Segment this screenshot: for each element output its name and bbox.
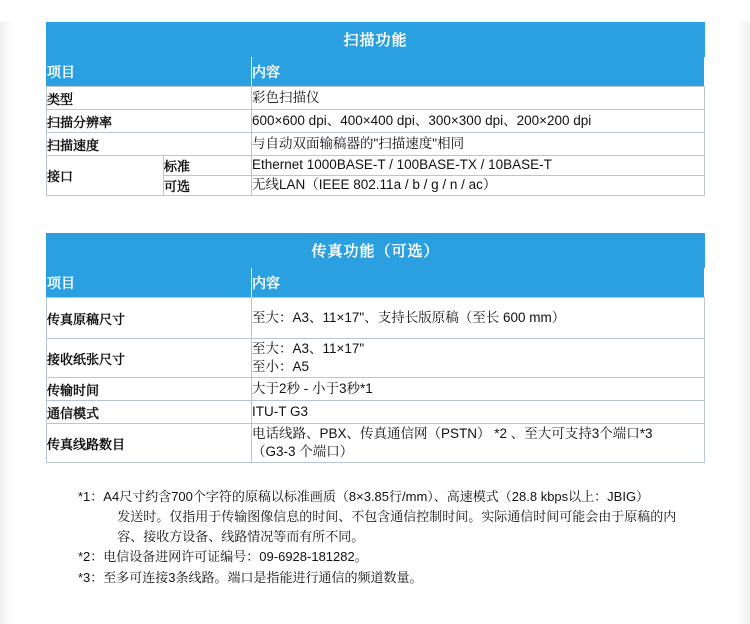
scan-function-table bbox=[46, 22, 705, 196]
scan-table-header-content: 内容 bbox=[252, 57, 705, 87]
fax-row-label-transmission-time: 传输时间 bbox=[47, 378, 252, 401]
scan-row-value-resolution: 600×600 dpi、400×400 dpi、300×300 dpi、200×200 dpi bbox=[252, 110, 705, 133]
fax-table-header-item: 项目 bbox=[47, 268, 252, 298]
fax-row-label-comm-mode: 通信模式 bbox=[47, 401, 252, 424]
footnote-1-line1: A4尺寸约含700个字符的原稿以标准画质（8×3.85行/mm）、高速模式（28.8 kbps以上：JBIG） bbox=[103, 489, 650, 504]
scan-row-label-speed: 扫描速度 bbox=[47, 133, 252, 156]
fax-paper-size-line1: 至大：A3、11×17" bbox=[252, 340, 365, 356]
fax-line-count-line2: （G3-3 个端口） bbox=[252, 444, 354, 459]
table-row bbox=[47, 268, 705, 298]
fax-table-header-content: 内容 bbox=[252, 268, 705, 298]
scan-table-header-item: 项目 bbox=[47, 57, 252, 87]
table-row bbox=[47, 156, 705, 176]
scan-table-title: 扫描功能 bbox=[47, 23, 705, 57]
footnote-1-line2: 发送时。仅指用于传输图像信息的时间、不包含通信控制时间。实际通信时间可能会由于原稿的内 bbox=[117, 509, 677, 525]
scan-interface-value-standard: Ethernet 1000BASE-T / 100BASE-TX / 10BASE-T bbox=[252, 156, 705, 176]
fax-row-value-comm-mode: ITU-T G3 bbox=[252, 401, 705, 424]
fax-row-label-line-count: 传真线路数目 bbox=[47, 424, 252, 463]
table-row bbox=[47, 378, 705, 401]
footnote-2-text: 电信设备进网许可证编号：09-6928-181282。 bbox=[103, 549, 368, 565]
fax-table-title: 传真功能（可选） bbox=[47, 234, 705, 268]
fax-function-table bbox=[46, 233, 705, 463]
scan-row-value-speed: 与自动双面输稿器的"扫描速度"相同 bbox=[252, 133, 705, 156]
table-row bbox=[47, 23, 705, 57]
fax-paper-size-line2: 至小：A5 bbox=[252, 359, 310, 374]
fax-line-count-line1: 电话线路、PBX、传真通信网（PSTN） *2 、至大可支持3个端口*3 bbox=[252, 425, 653, 441]
table-row bbox=[47, 401, 705, 424]
table-row bbox=[47, 133, 705, 156]
table-row bbox=[47, 87, 705, 110]
fax-row-label-paper-size: 接收纸张尺寸 bbox=[47, 339, 252, 378]
scan-interface-value-optional: 无线LAN（IEEE 802.11a / b / g / n / ac） bbox=[252, 176, 705, 196]
footnote-3-text: 至多可连接3条线路。端口是指能进行通信的频道数量。 bbox=[103, 569, 423, 585]
footnote-3-key: *3： bbox=[78, 569, 104, 585]
footnote-2-key: *2： bbox=[78, 549, 104, 565]
scan-row-label-resolution: 扫描分辨率 bbox=[47, 110, 252, 133]
table-row bbox=[47, 110, 705, 133]
scan-row-label-interface: 接口 bbox=[47, 156, 164, 196]
footnote-1 bbox=[78, 487, 704, 547]
footnotes bbox=[78, 487, 704, 588]
scan-interface-sublabel-standard: 标准 bbox=[164, 156, 252, 176]
fax-row-value-transmission-time: 大于2秒 - 小于3秒*1 bbox=[252, 378, 705, 401]
fax-row-value-paper-size bbox=[252, 339, 705, 378]
fax-row-value-original-size bbox=[252, 298, 705, 339]
footnote-1-line3: 容、接收方设备、线路情况等而有所不同。 bbox=[117, 529, 365, 545]
footnote-3 bbox=[78, 568, 704, 588]
fax-original-size-line1: 至大：A3、11×17"、支持长版原稿（至长 600 mm） bbox=[252, 309, 566, 325]
scan-row-value-type: 彩色扫描仪 bbox=[252, 87, 705, 110]
table-row bbox=[47, 57, 705, 87]
footnote-1-key: *1： bbox=[78, 489, 104, 504]
footnote-1-text bbox=[103, 487, 704, 547]
scan-row-label-type: 类型 bbox=[47, 87, 252, 110]
table-row bbox=[47, 234, 705, 268]
fax-row-label-original-size: 传真原稿尺寸 bbox=[47, 298, 252, 339]
spec-page bbox=[0, 22, 750, 624]
footnote-2 bbox=[78, 547, 704, 567]
table-row bbox=[47, 424, 705, 463]
table-row bbox=[47, 339, 705, 378]
fax-row-value-line-count bbox=[252, 424, 705, 463]
scan-interface-sublabel-optional: 可选 bbox=[164, 176, 252, 196]
table-row bbox=[47, 298, 705, 339]
